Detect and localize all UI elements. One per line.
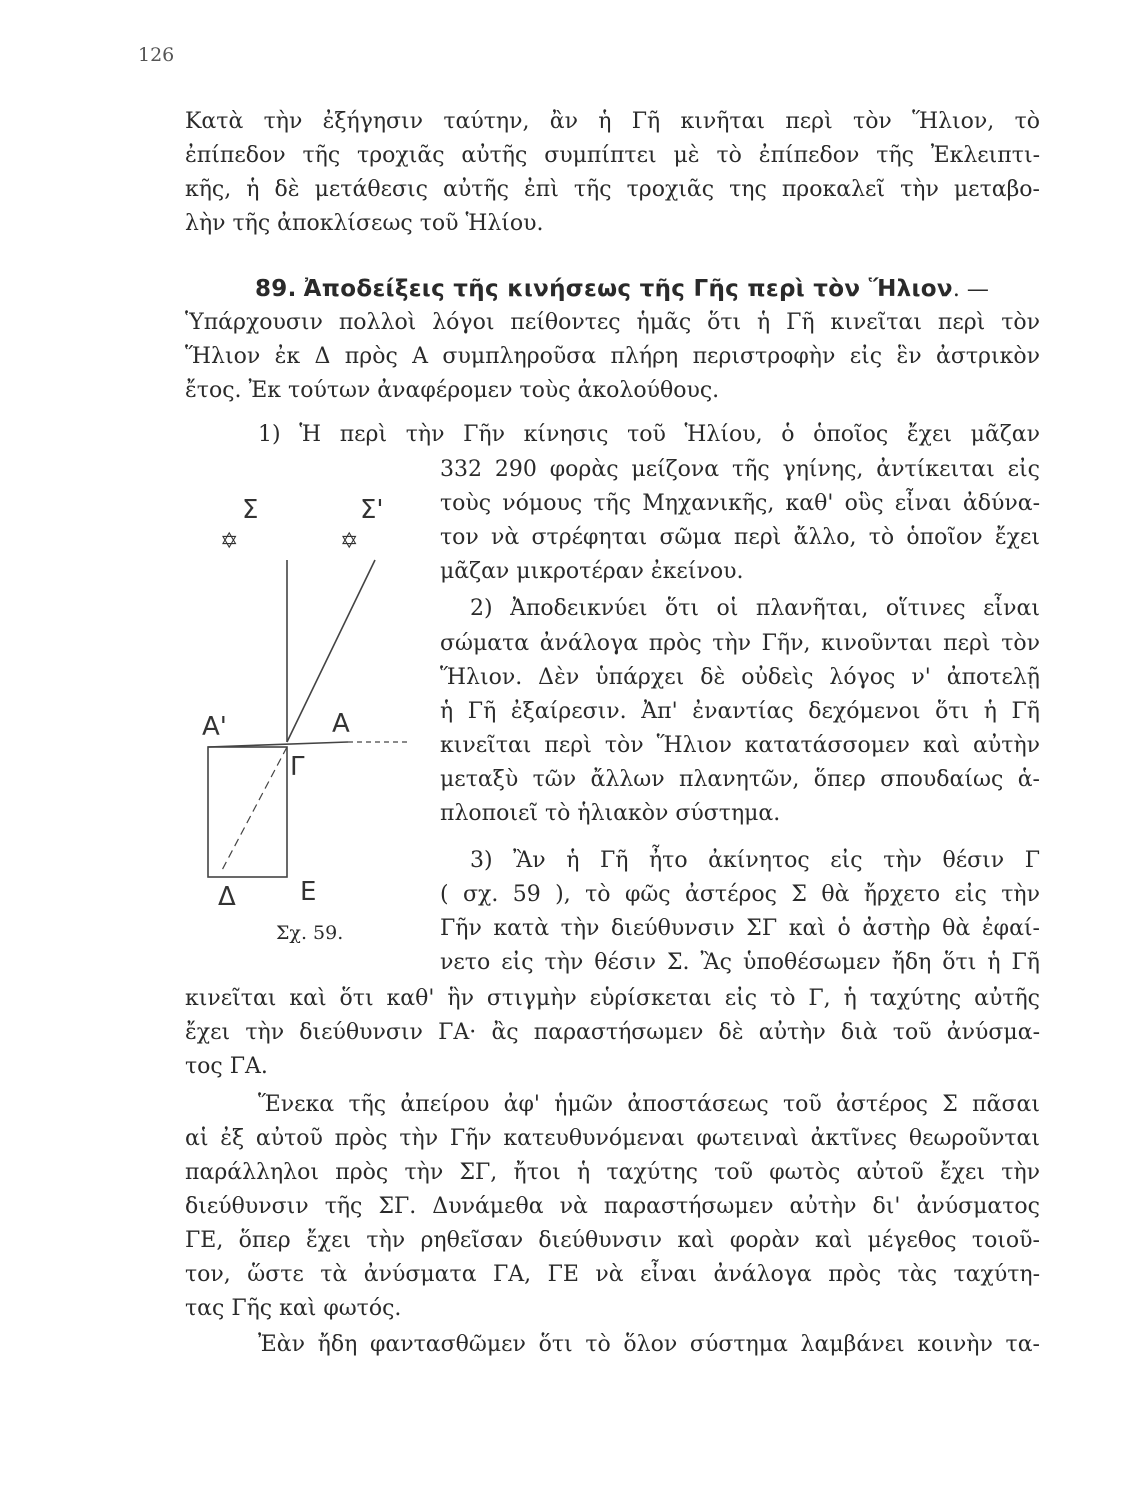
paragraph-line: ἡ Γῆ ἐξαίρεσιν. Ἀπ' ἐναντίας δεχόμενοι ὅτι ἡ Γῆ <box>440 699 1040 724</box>
paragraph-line: Ὑπάρχουσιν πολλοὶ λόγοι πείθοντες ἡμᾶς ὅτι ἡ Γῆ κινεῖται περὶ τὸν <box>185 310 1040 335</box>
paragraph-line: τον, ὥστε τὰ ἀνύσματα ΓΑ, ΓΕ νὰ εἶναι ἀνάλογα πρὸς τὰς ταχύτη- <box>185 1262 1040 1287</box>
paragraph-line: λὴν τῆς ἀποκλίσεως τοῦ Ἡλίου. <box>185 211 544 236</box>
star-icon: ✡ <box>340 529 359 554</box>
paragraph-line: Ἥλιον. Δὲν ὑπάρχει δὲ οὐδεὶς λόγος ν' ἀποτελῇ <box>440 665 1040 690</box>
line-sigma-prime-gamma <box>287 560 375 742</box>
paragraph-line: τον νὰ στρέφηται σῶμα περὶ ἄλλο, τὸ ὁποῖον ἔχει <box>440 525 1040 550</box>
paragraph-first-line: Ἐὰν ἤδη φαντασθῶμεν ὅτι τὸ ὅλον σύστημα λαμβάνει κοινὴν τα- <box>258 1332 1040 1357</box>
section-number: 89. <box>255 276 297 302</box>
paragraph-line: 332 290 φορὰς μείζονα τῆς γηίνης, ἀντίκειται εἰς <box>440 457 1040 482</box>
figure-59 <box>180 480 420 910</box>
paragraph-line: ἔχει τὴν διεύθυνσιν ΓΑ· ἂς παραστήσωμεν δὲ αὐτὴν διὰ τοῦ ἀνύσμα- <box>185 1020 1040 1045</box>
paragraph-line: κινεῖται περὶ τὸν Ἥλιον κατατάσσομεν καὶ αὐτὴν <box>440 733 1040 758</box>
label-a: Α <box>332 709 350 739</box>
paragraph-line: σώματα ἀνάλογα πρὸς τὴν Γῆν, κινοῦνται περὶ τὸν <box>440 631 1040 656</box>
paragraph-line: ( σχ. 59 ), τὸ φῶς ἀστέρος Σ θὰ ἤρχετο εἰς τὴν <box>440 882 1040 907</box>
paragraph-line: διεύθυνσιν τῆς ΣΓ. Δυνάμεθα νὰ παραστήσωμεν αὐτὴν δι' ἀνύσματος <box>185 1194 1040 1219</box>
section-dash: . — <box>952 277 989 302</box>
figure-diagram <box>180 480 420 910</box>
paragraph-line: τος ΓΑ. <box>185 1054 268 1079</box>
paragraph-line: μεταξὺ τῶν ἄλλων πλανητῶν, ὅπερ σπουδαίως ἁ- <box>440 767 1040 792</box>
paragraph-line: Ἥλιον ἐκ Δ πρὸς Α συμπληροῦσα πλήρη περιστροφὴν εἰς ἓν ἀστρικὸν <box>185 344 1040 369</box>
paragraph-line: κῆς, ἡ δὲ μετάθεσις αὐτῆς ἐπὶ τῆς τροχιᾶς της προκαλεῖ τὴν μεταβο- <box>185 177 1040 202</box>
section-title: Ἀποδείξεις τῆς κινήσεως τῆς Γῆς περὶ τὸν Ἥλιον <box>303 276 953 302</box>
page-number: 126 <box>138 44 175 66</box>
paragraph-line: αἱ ἐξ αὐτοῦ πρὸς τὴν Γῆν κατευθυνόμεναι φωτειναὶ ἀκτῖνες θεωροῦνται <box>185 1126 1040 1151</box>
paragraph-first-line: Ἕνεκα τῆς ἀπείρου ἀφ' ἡμῶν ἀποστάσεως τοῦ ἀστέρος Σ πᾶσαι <box>258 1092 1040 1117</box>
figure-caption: Σχ. 59. <box>276 922 344 944</box>
paragraph-line: πλοποιεῖ τὸ ἡλιακὸν σύστημα. <box>440 801 781 826</box>
label-delta: Δ <box>218 882 236 910</box>
paragraph-line: κινεῖται καὶ ὅτι καθ' ἣν στιγμὴν εὑρίσκεται εἰς τὸ Γ, ἡ ταχύτης αὐτῆς <box>185 986 1040 1011</box>
paragraph-line: τας Γῆς καὶ φωτός. <box>185 1296 402 1321</box>
label-a-prime: Α' <box>202 712 227 742</box>
paragraph-line: ἔτος. Ἐκ τούτων ἀναφέρομεν τοὺς ἀκολούθους. <box>185 378 720 403</box>
paragraph-line: ἐπίπεδον τῆς τροχιᾶς αὐτῆς συμπίπτει μὲ τὸ ἐπίπεδον τῆς Ἐκλειπτι- <box>185 143 1040 168</box>
paragraph-line: Γῆν κατὰ τὴν διεύθυνσιν ΣΓ καὶ ὁ ἀστὴρ θὰ ἐφαί- <box>440 916 1040 941</box>
label-gamma: Γ <box>290 752 305 782</box>
item-1-first-line: 1) Ἡ περὶ τὴν Γῆν κίνησις τοῦ Ἡλίου, ὁ ὁποῖος ἔχει μᾶζαν <box>258 422 1040 447</box>
label-sigma-prime: Σ' <box>360 495 384 525</box>
section-heading <box>255 274 989 305</box>
paragraph-line: τοὺς νόμους τῆς Μηχανικῆς, καθ' οὓς εἶναι ἀδύνα- <box>440 491 1040 516</box>
paragraph-line: ΓΕ, ὅπερ ἔχει τὴν ρηθεῖσαν διεύθυνσιν καὶ φορὰν καὶ μέγεθος τοιοῦ- <box>185 1228 1040 1253</box>
label-epsilon: Ε <box>300 877 317 907</box>
item-3-first-line: 3) Ἂν ἡ Γῆ ἦτο ἀκίνητος εἰς τὴν θέσιν Γ <box>470 848 1040 873</box>
parallelogram <box>208 747 287 877</box>
paragraph-line: μᾶζαν μικροτέραν ἐκείνου. <box>440 559 744 584</box>
dashed-diagonal <box>221 747 287 872</box>
item-2-first-line: 2) Ἀποδεικνύει ὅτι οἱ πλανῆται, οἵτινες εἶναι <box>470 596 1040 621</box>
label-sigma: Σ <box>242 495 259 525</box>
paragraph-line: νετο εἰς τὴν θέσιν Σ. Ἂς ὑποθέσωμεν ἤδη ὅτι ἡ Γῆ <box>440 950 1040 975</box>
paragraph-line: Κατὰ τὴν ἐξήγησιν ταύτην, ἂν ἡ Γῆ κινῆται περὶ τὸν Ἥλιον, τὸ <box>185 109 1040 134</box>
paragraph-line: παράλληλοι πρὸς τὴν ΣΓ, ἤτοι ἡ ταχύτης τοῦ φωτὸς αὐτοῦ ἔχει τὴν <box>185 1160 1040 1185</box>
star-icon: ✡ <box>220 529 239 554</box>
